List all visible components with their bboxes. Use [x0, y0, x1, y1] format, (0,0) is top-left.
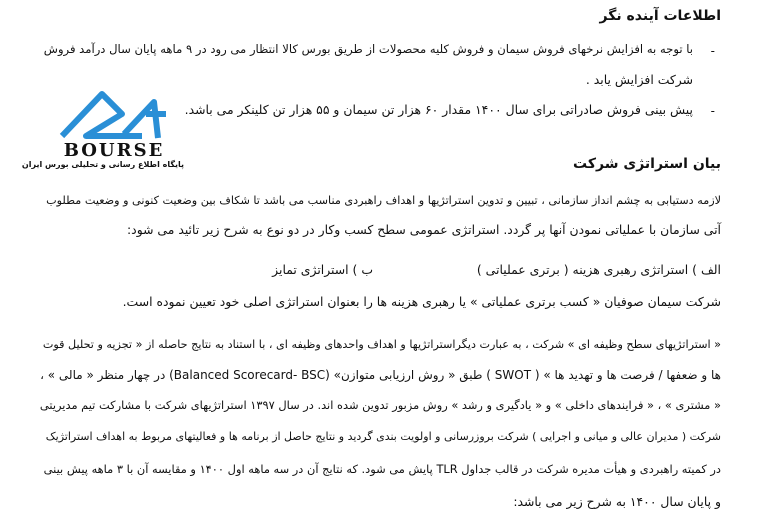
- future-bullet-2: پیش بینی فروش صادراتی برای سال ۱۴۰۰ مقدار ۶۰ هزار تن سیمان و ۵۵ هزار تن کلینکر می باشد.: [184, 102, 693, 117]
- logo-caption: پایگاه اطلاع رسانی و تحلیلی بورس ایران: [21, 160, 184, 169]
- strategy-p3-line-1: « استراتژیهای سطح وظیفه ای » شرکت ، به عبارت دیگراستراتژیها و اهداف واحدهای وظیفه ای ، با استناد به نتایج حاصله از « تجزیه و تحلیل قوت: [42, 338, 721, 351]
- strategy-p3-line-5: در کمیته راهبردی و هیأت مدیره شرکت در قالب جداول TLR پایش می شود. که نتایج آن در سه ماهه اول ۱۴۰۰ و مقایسه آن با ۳ ماهه پیش بینی: [43, 462, 721, 476]
- strategy-p2: شرکت سیمان صوفیان « کسب برتری عملیاتی » یا رهبری هزینه ها را بعنوان استراتژی اصلی خود تعیین نموده است.: [122, 294, 721, 309]
- strategy-p1-line-1: لازمه دستیابی به چشم انداز سازمانی ، تبیین و تدوین استراتژیها و اهداف راهبردی مناسب می باشد تا شکاف بین وضعیت کنونی و وضعیت مطلوب: [46, 194, 721, 207]
- future-bullet-1-line-2: شرکت افزایش یابد .: [585, 72, 693, 87]
- bullet-2-dash: -: [710, 104, 715, 118]
- future-info-heading: اطلاعات آینده نگر: [599, 8, 721, 24]
- logo-wordmark: BOURSE: [63, 140, 165, 161]
- strategy-option-b: ب ) استراتژی تمایز: [272, 262, 373, 277]
- strategy-p3-line-3: « مشتری » ، « فرایندهای داخلی » و « یادگیری و رشد » روش مزبور تدوین شده اند. در سال ۱۳۹۷ استراتژیهای شرکت با مشارکت تیم مدیریتی: [39, 398, 721, 412]
- strategy-p3-line-6: و پایان سال ۱۴۰۰ به شرح زیر می باشد:: [513, 494, 721, 509]
- future-bullet-1-line-1: با توجه به افزایش نرخهای فروش سیمان و فروش کلیه محصولات از طریق بورس کالا انتظار می رود در ۹ ماهه پایان سال درآمد فروش: [43, 42, 693, 56]
- strategy-p3-line-2: ها و ضعفها / فرصت ها و تهدید ها » ( SWOT ) طبق « روش ارزیابی متوازن» (Balanced Scorecard- BSC) در چهار منظر « مالی » ،: [40, 368, 721, 382]
- strategy-p3-line-4: شرکت ( مدیران عالی و میانی و اجرایی ) شرکت بروزرسانی و اولویت بندی گردید و نتایج حاصل از برنامه ها و فعالیتهای مربوط به اهداف استراتژیک: [45, 430, 721, 443]
- logo-24-mark: [62, 94, 166, 138]
- strategy-heading: بیان استراتژی شرکت: [573, 156, 721, 172]
- bullet-1-dash: -: [710, 44, 715, 58]
- strategy-option-a: الف ) استراتژی رهبری هزینه ( برتری عملیاتی ): [476, 262, 721, 277]
- strategy-p1-line-2: آتی سازمان با عملیاتی نمودن آنها پر گردد. استراتژی عمومی سطح کسب وکار در دو نوع به شرح زیر تائید می شود:: [127, 222, 721, 237]
